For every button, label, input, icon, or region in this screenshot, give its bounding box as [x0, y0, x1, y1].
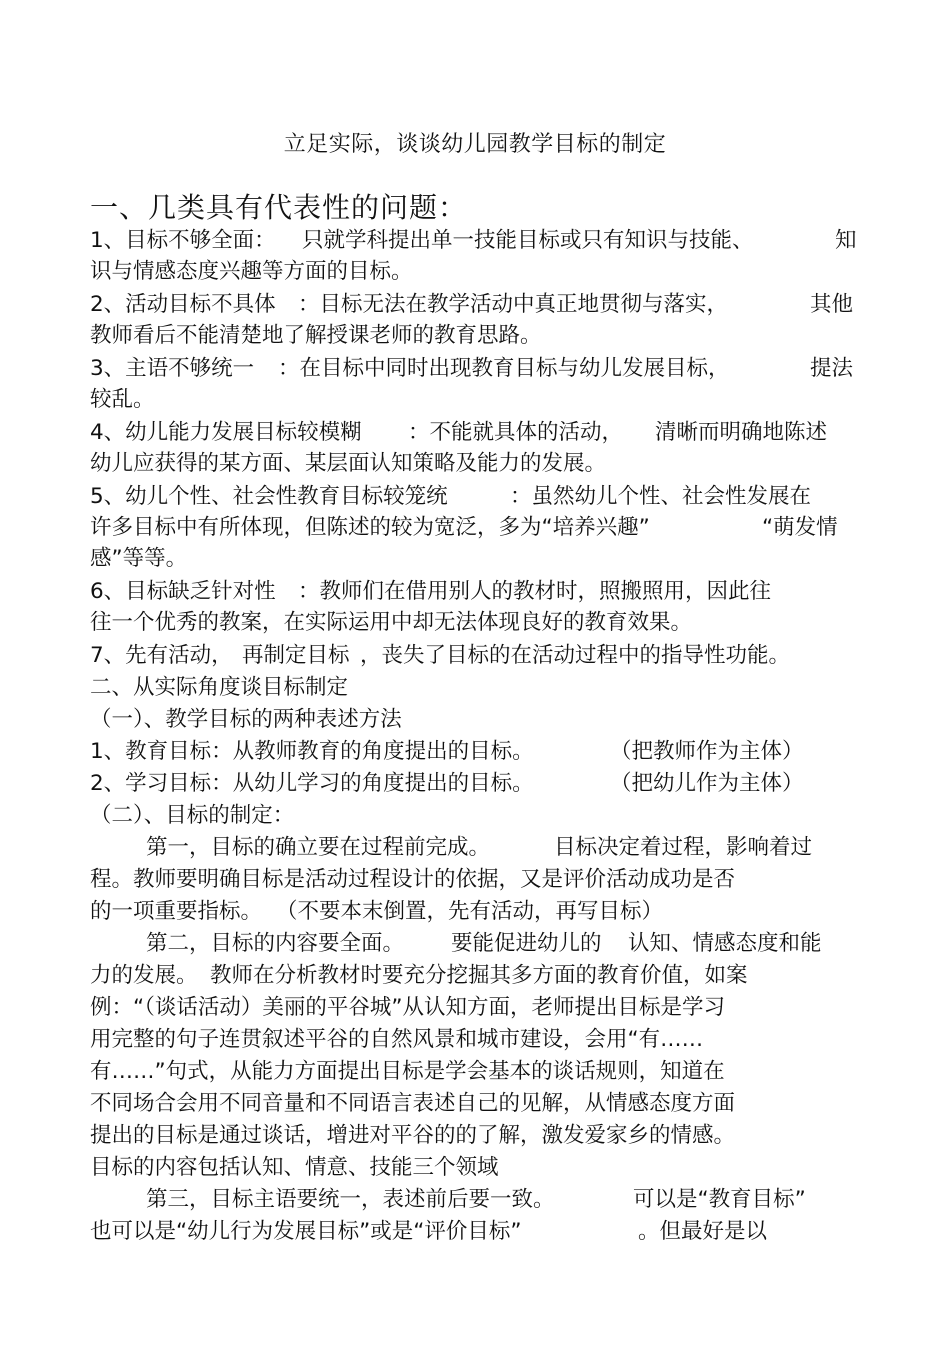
paragraph-line — [90, 770, 870, 798]
paragraph-line — [90, 386, 870, 414]
line-text: 较乱。 — [90, 387, 155, 412]
paragraph-line — [90, 898, 870, 926]
line-text: 用完整的句子连贯叙述平谷的自然风景和城市建设，会用“有…… — [90, 1027, 704, 1052]
line-text: 1、目标不够全面： — [90, 228, 276, 253]
paragraph-line — [90, 706, 870, 734]
line-text: 6、目标缺乏针对性 — [90, 579, 276, 604]
line-text: ，丧失了目标的在活动过程中的指导性功能。 — [360, 643, 791, 668]
paragraph-line — [90, 514, 870, 542]
paragraph-line — [90, 291, 870, 319]
paragraph-line — [90, 227, 870, 255]
line-text: “萌发情 — [762, 515, 838, 540]
paragraph-line — [90, 355, 870, 383]
paragraph-line — [90, 1058, 870, 1086]
line-text: 提出的目标是通过谈话，增进对平谷的的了解，激发爱家乡的情感。 — [90, 1123, 736, 1148]
line-text: （把幼儿作为主体） — [610, 771, 804, 796]
line-text: 知 — [835, 228, 857, 253]
line-text: 教师看后不能清楚地了解授课老师的教育思路。 — [90, 323, 542, 348]
paragraph-line — [90, 674, 870, 702]
line-text: 第二，目标的内容要全面。 — [146, 931, 405, 956]
line-text: 2、学习目标：从幼儿学习的角度提出的目标。 — [90, 771, 534, 796]
paragraph-line — [90, 802, 870, 830]
line-text: ：教师们在借用别人的教材时，照搬照用，因此往 — [298, 579, 772, 604]
line-text: 再制定目标 — [242, 643, 350, 668]
line-text: 幼儿应获得的某方面、某层面认知策略及能力的发展。 — [90, 451, 607, 476]
line-text: 其他 — [810, 292, 854, 317]
line-text: 二、从实际角度谈目标制定 — [90, 675, 349, 700]
paragraph-line — [90, 450, 870, 478]
line-text: 要能促进幼儿的 — [451, 931, 602, 956]
line-text: 程。教师要明确目标是活动过程设计的依据，又是评价活动成功是否 — [90, 867, 736, 892]
line-text: 只就学科提出单一技能目标或只有知识与技能、 — [302, 228, 754, 253]
paragraph-line — [90, 1218, 870, 1246]
paragraph-line — [90, 1154, 870, 1182]
paragraph-line — [90, 322, 870, 350]
paragraph-line — [90, 545, 870, 573]
line-text: （二）、目标的制定： — [90, 803, 295, 828]
paragraph-line — [146, 930, 870, 958]
paragraph-line — [146, 834, 870, 862]
line-text: 有……”句式，从能力方面提出目标是学会基本的谈话规则，知道在 — [90, 1059, 725, 1084]
section-heading-problems: 一、几类具有代表性的问题： — [90, 191, 468, 224]
line-text: ：在目标中同时出现教育目标与幼儿发展目标， — [278, 356, 730, 381]
line-text: 往一个优秀的教案，在实际运用中却无法体现良好的教育效果。 — [90, 610, 693, 635]
line-text: 。但最好是以 — [638, 1219, 768, 1244]
line-text: 5、幼儿个性、社会性教育目标较笼统 — [90, 484, 448, 509]
line-text: 2、活动目标不具体 — [90, 292, 276, 317]
paragraph-line — [90, 578, 870, 606]
line-text: ：虽然幼儿个性、社会性发展在 — [510, 484, 812, 509]
paragraph-line — [90, 642, 870, 670]
paragraph-line — [146, 1186, 870, 1214]
paragraph-line — [90, 419, 870, 447]
line-text: （不要本末倒置，先有活动，再写目标） — [276, 899, 664, 924]
paragraph-line — [90, 1026, 870, 1054]
line-text: 的一项重要指标。 — [90, 899, 263, 924]
line-text: 感”等等。 — [90, 546, 188, 571]
line-text: 目标的内容包括认知、情意、技能三个领域 — [90, 1155, 499, 1180]
line-text: 不同场合会用不同音量和不同语言表述自己的见解，从情感态度方面 — [90, 1091, 736, 1116]
paragraph-line — [90, 609, 870, 637]
document-title: 立足实际，谈谈幼儿园教学目标的制定 — [283, 132, 667, 157]
line-text: 认知、情感态度和能 — [628, 931, 822, 956]
line-text: 力的发展。 — [90, 963, 198, 988]
line-text: 1、教育目标：从教师教育的角度提出的目标。 — [90, 739, 534, 764]
line-text: 4、幼儿能力发展目标较模糊 — [90, 420, 362, 445]
line-text: ：目标无法在教学活动中真正地贯彻与落实， — [298, 292, 729, 317]
line-text: 清晰而明确地陈述 — [655, 420, 828, 445]
line-text: 7、先有活动， — [90, 643, 233, 668]
paragraph-line — [90, 962, 870, 990]
line-text: 3、主语不够统一 — [90, 356, 255, 381]
line-text: 目标决定着过程，影响着过 — [554, 835, 813, 860]
line-text: 许多目标中有所体现，但陈述的较为宽泛，多为“培养兴趣” — [90, 515, 650, 540]
line-text: 也可以是“幼儿行为发展目标”或是“评价目标” — [90, 1219, 522, 1244]
paragraph-line — [90, 738, 870, 766]
paragraph-line — [90, 1090, 870, 1118]
line-text: （一）、教学目标的两种表述方法 — [90, 707, 402, 732]
line-text: 例：“（谈话活动）美丽的平谷城”从认知方面，老师提出目标是学习 — [90, 995, 726, 1020]
paragraph-line — [90, 994, 870, 1022]
line-text: 第三，目标主语要统一，表述前后要一致。 — [146, 1187, 555, 1212]
line-text: 识与情感态度兴趣等方面的目标。 — [90, 259, 413, 284]
paragraph-line — [90, 258, 870, 286]
line-text: ：不能就具体的活动， — [408, 420, 624, 445]
paragraph-line — [90, 866, 870, 894]
line-text: 教师在分析教材时要充分挖掘其多方面的教育价值，如案 — [210, 963, 748, 988]
paragraph-line — [90, 483, 870, 511]
paragraph-line — [90, 1122, 870, 1150]
line-text: （把教师作为主体） — [610, 739, 804, 764]
line-text: 提法 — [810, 356, 854, 381]
line-text: 第一，目标的确立要在过程前完成。 — [146, 835, 491, 860]
line-text: 可以是“教育目标” — [633, 1187, 806, 1212]
